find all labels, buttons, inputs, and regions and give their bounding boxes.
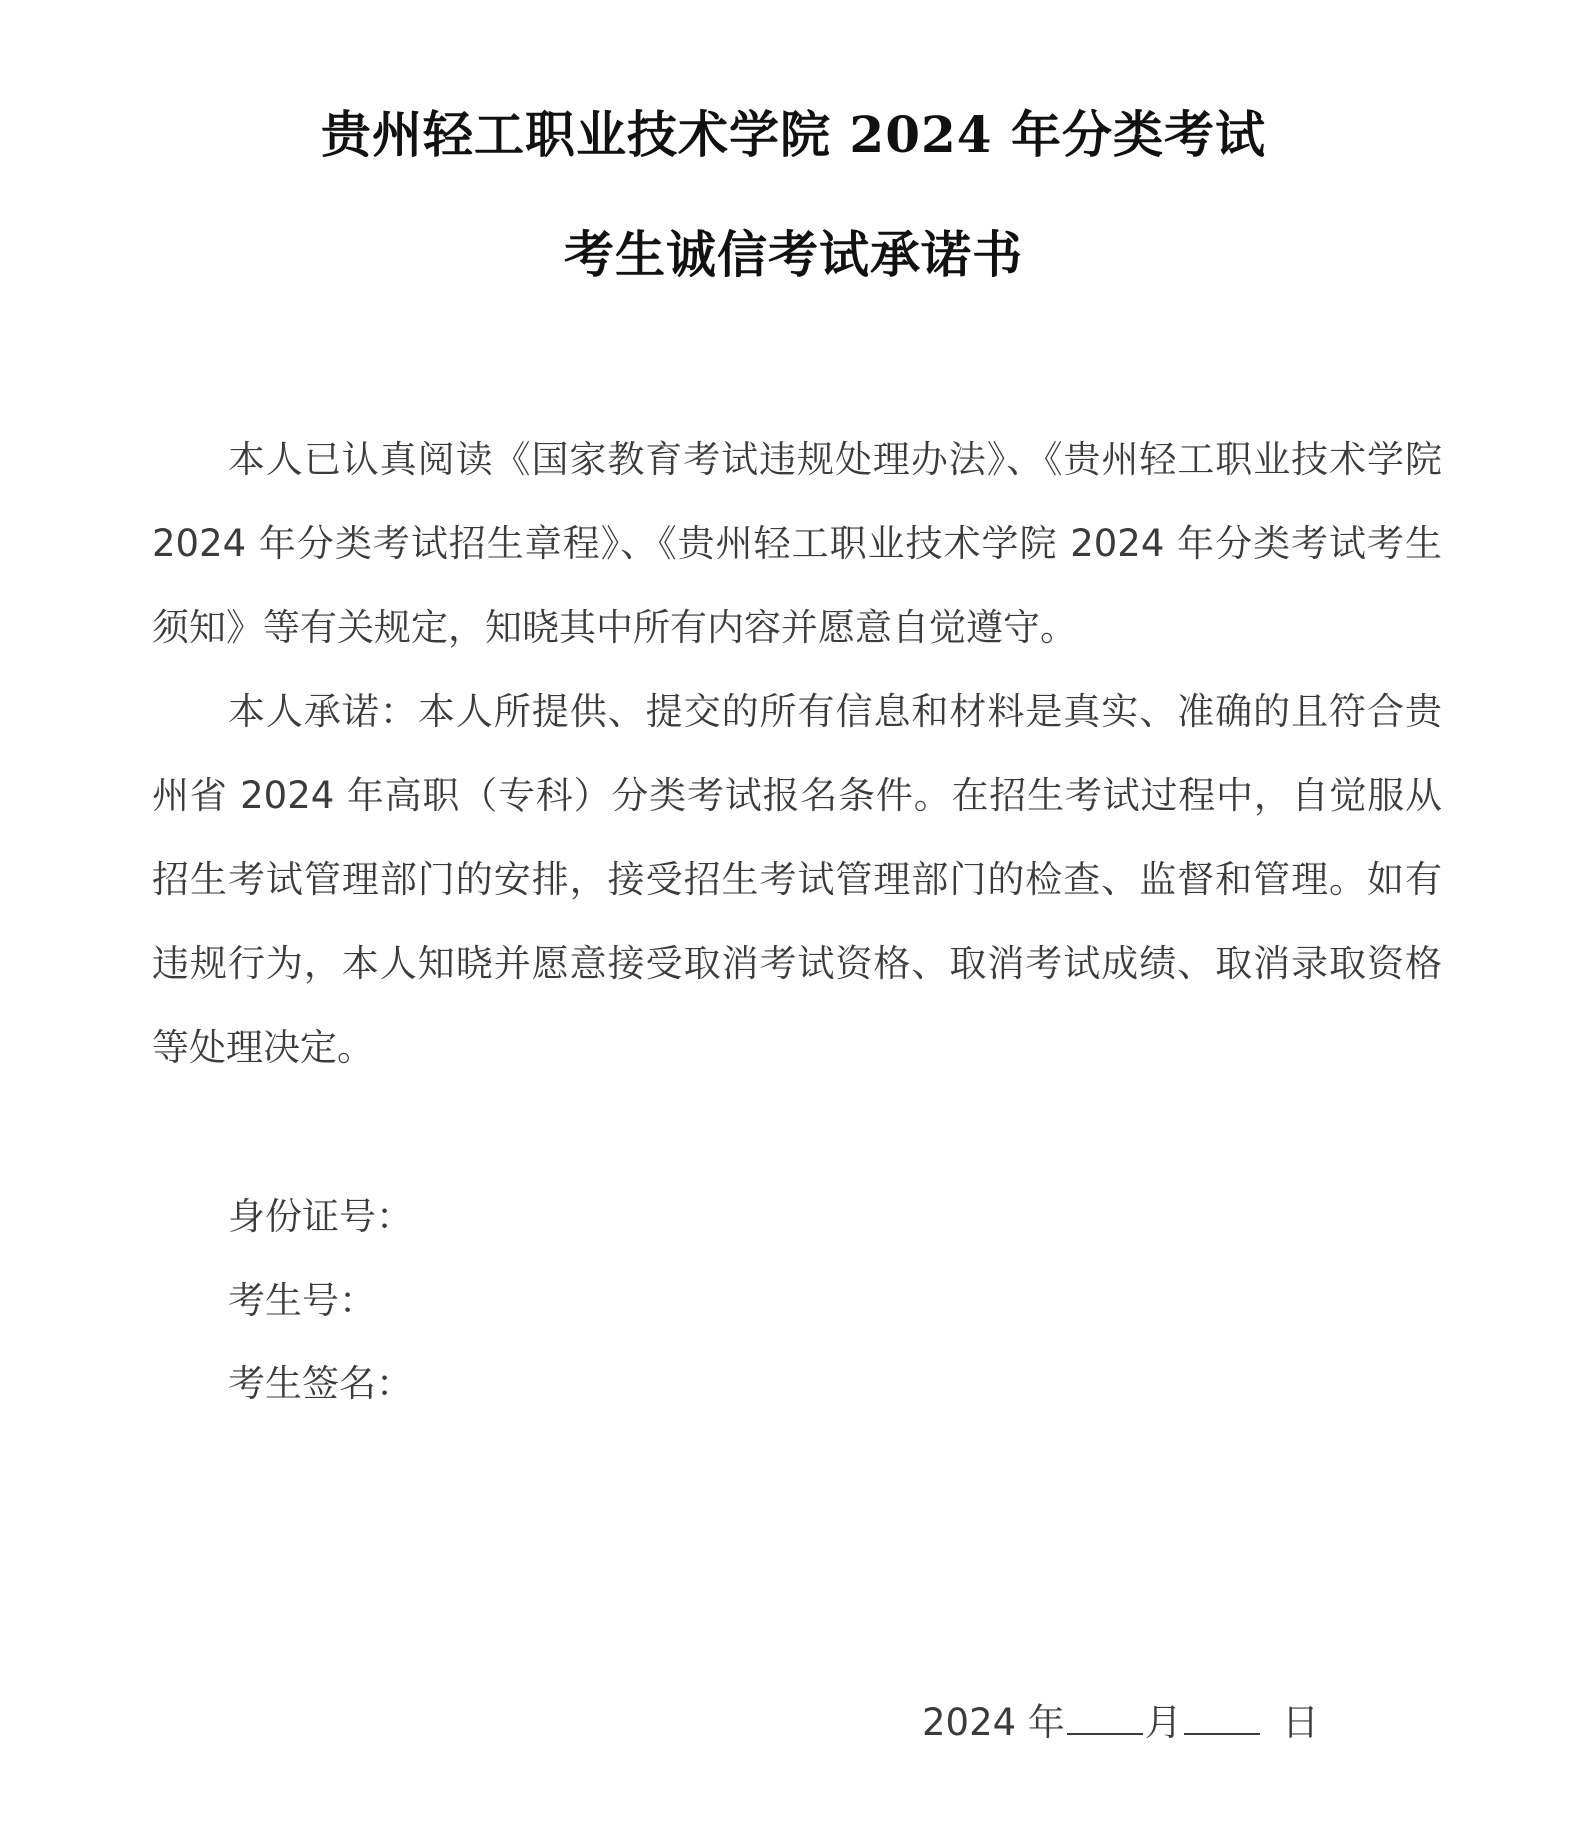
date-line xyxy=(922,1692,1319,1746)
paragraph-regulations: 本人已认真阅读《国家教育考试违规处理办法》、《贵州轻工职业技术学院 2024 年分类考试招生章程》、《贵州轻工职业技术学院 2024 年分类考试考生须知》等有关规定，知晓其中所有内容并愿意自觉遵守。 xyxy=(152,438,1442,649)
date-year: 2024 年 xyxy=(922,1701,1065,1744)
day-blank xyxy=(1184,1703,1260,1735)
paragraph-commitment: 本人承诺：本人所提供、提交的所有信息和材料是真实、准确的且符合贵州省 2024 年高职（专科）分类考试报名条件。在招生考试过程中，自觉服从招生考试管理部门的安排，接受招生考试管理部门的检查、监督和管理。如有违规行为，本人知晓并愿意接受取消考试资格、取消考试成绩、取消录取资格等处理决定。 xyxy=(152,690,1442,1069)
id-number-label: 身份证号： xyxy=(228,1195,413,1238)
document-title-line-1: 贵州轻工职业技术学院 2024 年分类考试 xyxy=(321,105,1266,164)
exam-number-label: 考生号： xyxy=(228,1279,376,1322)
date-month: 月 xyxy=(1144,1701,1182,1744)
date-day: 日 xyxy=(1281,1701,1319,1744)
document-title-line-2: 考生诚信考试承诺书 xyxy=(564,225,1023,284)
signature-label: 考生签名： xyxy=(228,1362,413,1405)
month-blank xyxy=(1067,1703,1143,1735)
